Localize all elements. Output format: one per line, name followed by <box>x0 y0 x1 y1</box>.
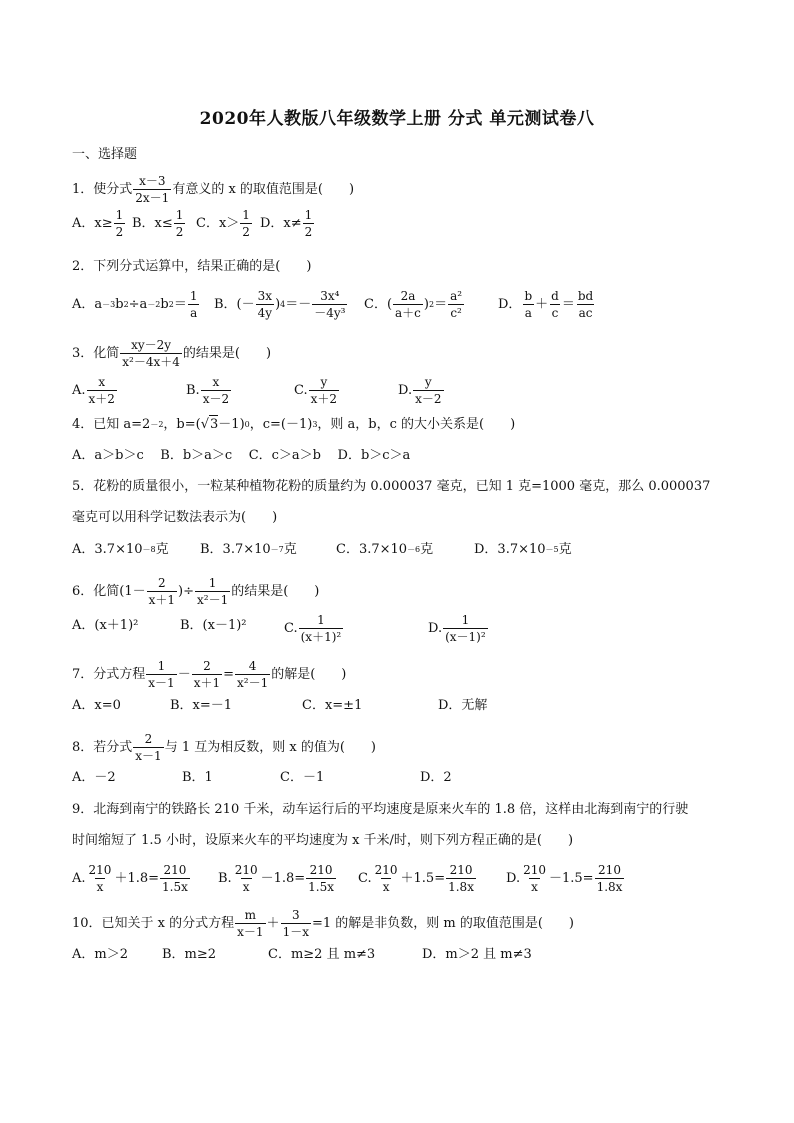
q9-optC-frac2 <box>446 863 476 894</box>
question-10 <box>72 908 574 939</box>
q5-option-b: B．3.7×10 －7 克 <box>200 542 297 557</box>
q3-optB-frac <box>201 375 231 406</box>
q7-option-b: B．x=－1 <box>170 698 233 713</box>
q10-option-c: C．m≥2 且 m≠3 <box>268 947 376 962</box>
q2-optB-paren: ) <box>275 296 281 312</box>
question-5-line2: 毫克可以用科学记数法表示为( ) <box>72 510 278 525</box>
question-5-line1: 5．花粉的质量很小，一粒某种植物花粉的质量约为 0.000037 毫克，已知 1 克=1000 毫克，那么 0.000037 <box>72 479 711 494</box>
q5-option-d: D．3.7×10 －5 克 <box>474 542 572 557</box>
q9-optA-frac2 <box>160 863 190 894</box>
q2-optD-d3: ac <box>578 306 593 320</box>
q10-n2: 3 <box>291 908 300 922</box>
q9-optB-n1: 210 <box>234 863 258 877</box>
q6-optD-den: (x－1)² <box>445 630 486 644</box>
q9-optB-label: B. <box>218 870 232 886</box>
q7-d1: x－1 <box>148 676 175 690</box>
q7-option-d: D．无解 <box>438 698 488 713</box>
q4-options: A．a＞b＞c B．b＞a＞c C．c＞a＞b D．b＞c＞a <box>72 448 411 463</box>
q3-fraction <box>120 338 182 369</box>
q9-optB-n2: 210 <box>309 863 333 877</box>
sqrt-icon: √ <box>200 416 210 432</box>
question-9-line2: 时间缩短了 1.5 小时，设原来火车的平均速度为 x 千米/时，则下列方程正确的是( ) <box>72 833 574 848</box>
q6-optD-num: 1 <box>461 613 470 627</box>
q1-optC-den: 2 <box>242 225 250 239</box>
q1-stem-pre: 1．使分式 <box>72 181 133 197</box>
q5-optD-unit: 克 <box>558 542 572 557</box>
q6-pre: 6．化简(1－ <box>72 583 146 599</box>
q2-optA-b: b <box>115 296 124 312</box>
q9-optB-frac1 <box>233 863 260 894</box>
q7-n1: 1 <box>157 659 166 673</box>
q9-optA-mid: ＋1.8= <box>114 870 160 886</box>
q8-option-d: D．2 <box>420 770 452 785</box>
q3-optC-frac <box>309 375 339 406</box>
q2-optC-eq: ＝ <box>434 296 448 312</box>
q10-d2: 1－x <box>282 925 309 939</box>
question-8 <box>72 732 376 763</box>
q10-d1: x－1 <box>237 925 264 939</box>
q9-optA-label: A. <box>72 870 86 886</box>
q2-optD-n2: d <box>551 289 559 303</box>
q3-option-d <box>398 375 445 406</box>
q9-optB-d2: 1.5x <box>308 880 335 894</box>
q3-optD-label: D. <box>398 382 413 398</box>
q9-option-c <box>358 863 477 894</box>
q9-optD-n1: 210 <box>523 863 546 877</box>
q6-frac2 <box>195 576 230 607</box>
q9-optB-d1: x <box>242 880 250 894</box>
q2-optC-d1: a＋c <box>395 306 421 320</box>
q9-optC-label: C. <box>358 870 372 886</box>
q2-optB-n1: 3x <box>257 289 273 303</box>
q9-optD-mid: －1.5= <box>549 870 594 886</box>
q9-optD-frac1 <box>521 863 548 894</box>
q10-option-a: A．m＞2 <box>72 947 128 962</box>
q2-option-a: A．a －3 b 2 ÷a －2 b 2 ＝ $\frac{1}{a}$ <box>72 289 198 320</box>
q1-option-d <box>260 208 315 239</box>
q3-optD-frac <box>413 375 443 406</box>
q7-op2: = <box>223 666 235 682</box>
q8-post: 与 1 互为相反数，则 x 的值为( ) <box>164 739 376 755</box>
q5-optA-unit: 克 <box>155 542 169 557</box>
q3-optC-den: x＋2 <box>310 392 338 406</box>
q2-optC-d2: c² <box>450 306 462 320</box>
q9-optA-d1: x <box>96 880 104 894</box>
q2-option-b: B．(－ $\frac{3x}{4y}$ ) 4 ＝－ $\frac{\text{3x⁴}}{\text{－4y³}}$ <box>214 289 346 320</box>
q10-option-b: B．m≥2 <box>162 947 217 962</box>
q9-optC-n1: 210 <box>374 863 398 877</box>
q9-optD-frac2 <box>595 863 625 894</box>
q2-optD-frac1 <box>522 289 534 320</box>
q6-mid: )÷ <box>178 583 194 599</box>
q1-optA-den: 2 <box>115 225 124 239</box>
q7-frac3 <box>235 659 270 690</box>
q2-option-c: C．( $\frac{2a}{a+c}$ ) 2 ＝ $\frac{\text{a²}}{\text{c²}}$ <box>364 289 463 320</box>
q1-option-b <box>132 208 186 239</box>
q3-optA-num: x <box>98 375 106 389</box>
q8-num: 2 <box>144 732 153 746</box>
q2-optA-b2: b <box>160 296 169 312</box>
q8-pre: 8．若分式 <box>72 739 133 755</box>
q6-d1: x＋1 <box>148 593 176 607</box>
q1-option-c <box>196 208 253 239</box>
q1-optB-num: 1 <box>175 208 184 222</box>
q1-optA-num: 1 <box>115 208 124 222</box>
q2-optB-label: B．(－ <box>214 296 255 312</box>
q8-frac <box>133 732 163 763</box>
q2-optB-d2: －4y³ <box>314 306 346 320</box>
q1-frac-num: x－3 <box>139 174 166 188</box>
q6-n2: 1 <box>208 576 217 590</box>
q3-optB-den: x－2 <box>202 392 230 406</box>
q10-post: =1 的解是非负数，则 m 的取值范围是( ) <box>311 915 575 931</box>
q9-optB-mid: －1.8= <box>260 870 306 886</box>
q7-post: 的解是( ) <box>271 666 347 682</box>
q10-n1: m <box>244 908 257 922</box>
q6-optD-label: D. <box>428 620 443 636</box>
question-7 <box>72 659 346 690</box>
q10-pre: 10．已知关于 x 的分式方程 <box>72 915 235 931</box>
q6-optC-den: (x＋1)² <box>300 630 342 644</box>
q2-optC-frac2 <box>448 289 464 320</box>
q4-post: ，则 a，b，c 的大小关系是( ) <box>317 416 516 432</box>
q3-optB-num: x <box>212 375 220 389</box>
q9-optC-d2: 1.8x <box>448 880 474 894</box>
q3-option-c <box>294 375 340 406</box>
q1-optA-label: A．x≥ <box>72 215 113 231</box>
q5-optC-pre: C．3.7×10 <box>336 542 408 557</box>
q6-option-a: A．(x＋1)² <box>72 618 139 633</box>
q2-optC-paren: ) <box>423 296 429 312</box>
q7-d2: x＋1 <box>193 676 221 690</box>
q2-option-d <box>498 289 596 320</box>
q2-optD-eq: ＝ <box>561 296 575 312</box>
q9-option-b <box>218 863 337 894</box>
q2-optD-n3: bd <box>577 289 594 303</box>
q3-optA-label: A. <box>72 382 86 398</box>
q4-sqrt-value: 3 <box>210 417 219 432</box>
q2-optA-num: 1 <box>189 289 198 303</box>
q6-option-b: B．(x－1)² <box>180 618 247 633</box>
q4-mid1: ，b=( <box>163 416 201 432</box>
q1-optD-den: 2 <box>304 225 313 239</box>
q1-optB-den: 2 <box>175 225 184 239</box>
q1-optA-frac <box>114 208 126 239</box>
q9-optA-n1: 210 <box>88 863 112 877</box>
q6-optD-frac <box>443 613 488 644</box>
question-1 <box>72 174 354 205</box>
q1-frac-den: 2x－1 <box>135 191 170 205</box>
q1-fraction <box>133 174 171 205</box>
q6-d2: x²－1 <box>197 593 229 607</box>
q3-optA-den: x＋2 <box>88 392 115 406</box>
q9-optB-frac2 <box>306 863 336 894</box>
q1-option-a <box>72 208 126 239</box>
q9-optD-label: D. <box>506 870 521 886</box>
q6-option-c <box>284 613 344 644</box>
q4-mid2: －1) <box>218 416 245 432</box>
question-3 <box>72 338 271 369</box>
q5-optB-pre: B．3.7×10 <box>200 542 271 557</box>
q2-optC-n1: 2a <box>400 289 416 303</box>
q3-stem-pre: 3．化简 <box>72 345 120 361</box>
q2-optC-frac1 <box>393 289 423 320</box>
q1-optD-frac <box>303 208 315 239</box>
q3-optB-label: B. <box>186 382 200 398</box>
q9-optD-d1: x <box>531 880 538 894</box>
q2-optC-n2: a² <box>450 289 463 303</box>
q9-optC-mid: ＋1.5= <box>400 870 446 886</box>
q5-optD-pre: D．3.7×10 <box>474 542 546 557</box>
question-2: 2．下列分式运算中，结果正确的是( ) <box>72 259 312 274</box>
q3-optA-frac <box>87 375 117 406</box>
q2-optD-d1: a <box>524 306 532 320</box>
q5-option-c: C．3.7×10 －6 克 <box>336 542 434 557</box>
q10-frac2 <box>281 908 311 939</box>
q2-optD-n1: b <box>524 289 533 303</box>
q9-option-a <box>72 863 191 894</box>
section-heading: 一、选择题 <box>72 147 138 162</box>
q3-optC-label: C. <box>294 382 308 398</box>
page-title: 2020年人教版八年级数学上册 分式 单元测试卷八 <box>199 109 595 129</box>
q9-optA-d2: 1.5x <box>162 880 188 894</box>
q3-optD-num: y <box>424 375 432 389</box>
q1-optD-label: D．x≠ <box>260 215 302 231</box>
q8-option-b: B．1 <box>182 770 213 785</box>
q10-op: ＋ <box>266 915 280 931</box>
q8-option-a: A．－2 <box>72 770 116 785</box>
q5-optA-pre: A．3.7×10 <box>72 542 143 557</box>
q1-optC-label: C．x＞ <box>196 215 240 231</box>
q8-den: x－1 <box>135 749 162 763</box>
q2-optA-frac <box>188 289 200 320</box>
q2-optD-frac3 <box>576 289 595 320</box>
q9-optA-frac1 <box>87 863 114 894</box>
q3-optD-den: x－2 <box>415 392 442 406</box>
q9-optA-n2: 210 <box>163 863 187 877</box>
q5-option-a: A．3.7×10 －8 克 <box>72 542 169 557</box>
q7-frac2 <box>192 659 222 690</box>
q7-option-c: C．x=±1 <box>302 698 363 713</box>
q3-option-b <box>186 375 232 406</box>
question-4: 4．已知 a=2 －2 ，b=( √ 3 －1) 0 ，c=(－1) 3 ，则 a，b，c 的大小关系是( ) <box>72 416 516 432</box>
q2-optA-eq: ＝ <box>173 296 187 312</box>
q2-optA-a: A．a <box>72 296 103 312</box>
q1-optB-label: B．x≤ <box>132 215 173 231</box>
q7-frac1 <box>146 659 176 690</box>
q10-frac1 <box>235 908 265 939</box>
q2-optD-plus: ＋ <box>535 296 549 312</box>
q3-frac-num: xy－2y <box>131 338 172 352</box>
q2-optA-div: ÷a <box>128 296 148 312</box>
q9-option-d <box>506 863 625 894</box>
q7-op1: － <box>177 666 191 682</box>
q9-optD-n2: 210 <box>598 863 621 877</box>
q9-optC-n2: 210 <box>449 863 473 877</box>
q8-option-c: C．－1 <box>280 770 325 785</box>
q7-d3: x²－1 <box>237 676 269 690</box>
q2-optB-frac2 <box>312 289 347 320</box>
q6-frac1 <box>147 576 177 607</box>
question-6 <box>72 576 319 607</box>
q6-n1: 2 <box>158 576 166 590</box>
q7-n3: 4 <box>248 659 257 673</box>
q1-optB-frac <box>174 208 186 239</box>
q9-optC-frac1 <box>373 863 400 894</box>
q2-optB-d1: 4y <box>257 306 273 320</box>
q7-n2: 2 <box>203 659 211 673</box>
q7-pre: 7．分式方程 <box>72 666 146 682</box>
q2-optD-d2: c <box>551 306 559 320</box>
q6-optC-frac <box>299 613 344 644</box>
q1-optD-num: 1 <box>304 208 313 222</box>
q1-optC-num: 1 <box>242 208 250 222</box>
q1-optC-frac <box>240 208 252 239</box>
q6-optC-label: C. <box>284 620 298 636</box>
q3-stem-post: 的结果是( ) <box>182 345 272 361</box>
q2-optA-den: a <box>190 306 198 320</box>
q4-mid3: ，c=(－1) <box>249 416 313 432</box>
q2-optD-frac2 <box>549 289 561 320</box>
q6-post: 的结果是( ) <box>231 583 320 599</box>
q1-stem-post: 有意义的 x 的取值范围是( ) <box>172 181 355 197</box>
q3-optC-num: y <box>320 375 328 389</box>
q6-option-d <box>428 613 489 644</box>
q2-optD-label: D． <box>498 296 522 312</box>
q2-optB-n2: 3x⁴ <box>320 289 340 303</box>
q2-optB-frac1 <box>256 289 274 320</box>
q2-optC-label: C．( <box>364 296 393 312</box>
q3-frac-den: x²－4x＋4 <box>122 355 180 369</box>
q9-optC-d1: x <box>382 880 390 894</box>
question-9-line1: 9．北海到南宁的铁路长 210 千米，动车运行后的平均速度是原来火车的 1.8 倍，这样由北海到南宁的行驶 <box>72 802 689 817</box>
q3-option-a <box>72 375 118 406</box>
q10-option-d: D．m＞2 且 m≠3 <box>422 947 532 962</box>
q2-optB-eq: ＝－ <box>285 296 312 312</box>
q5-optC-unit: 克 <box>420 542 434 557</box>
q6-optC-num: 1 <box>317 613 325 627</box>
q9-optD-d2: 1.8x <box>596 880 623 894</box>
q4-pre: 4．已知 a=2 <box>72 416 151 432</box>
q5-optB-unit: 克 <box>283 542 297 557</box>
q7-option-a: A．x=0 <box>72 698 121 713</box>
